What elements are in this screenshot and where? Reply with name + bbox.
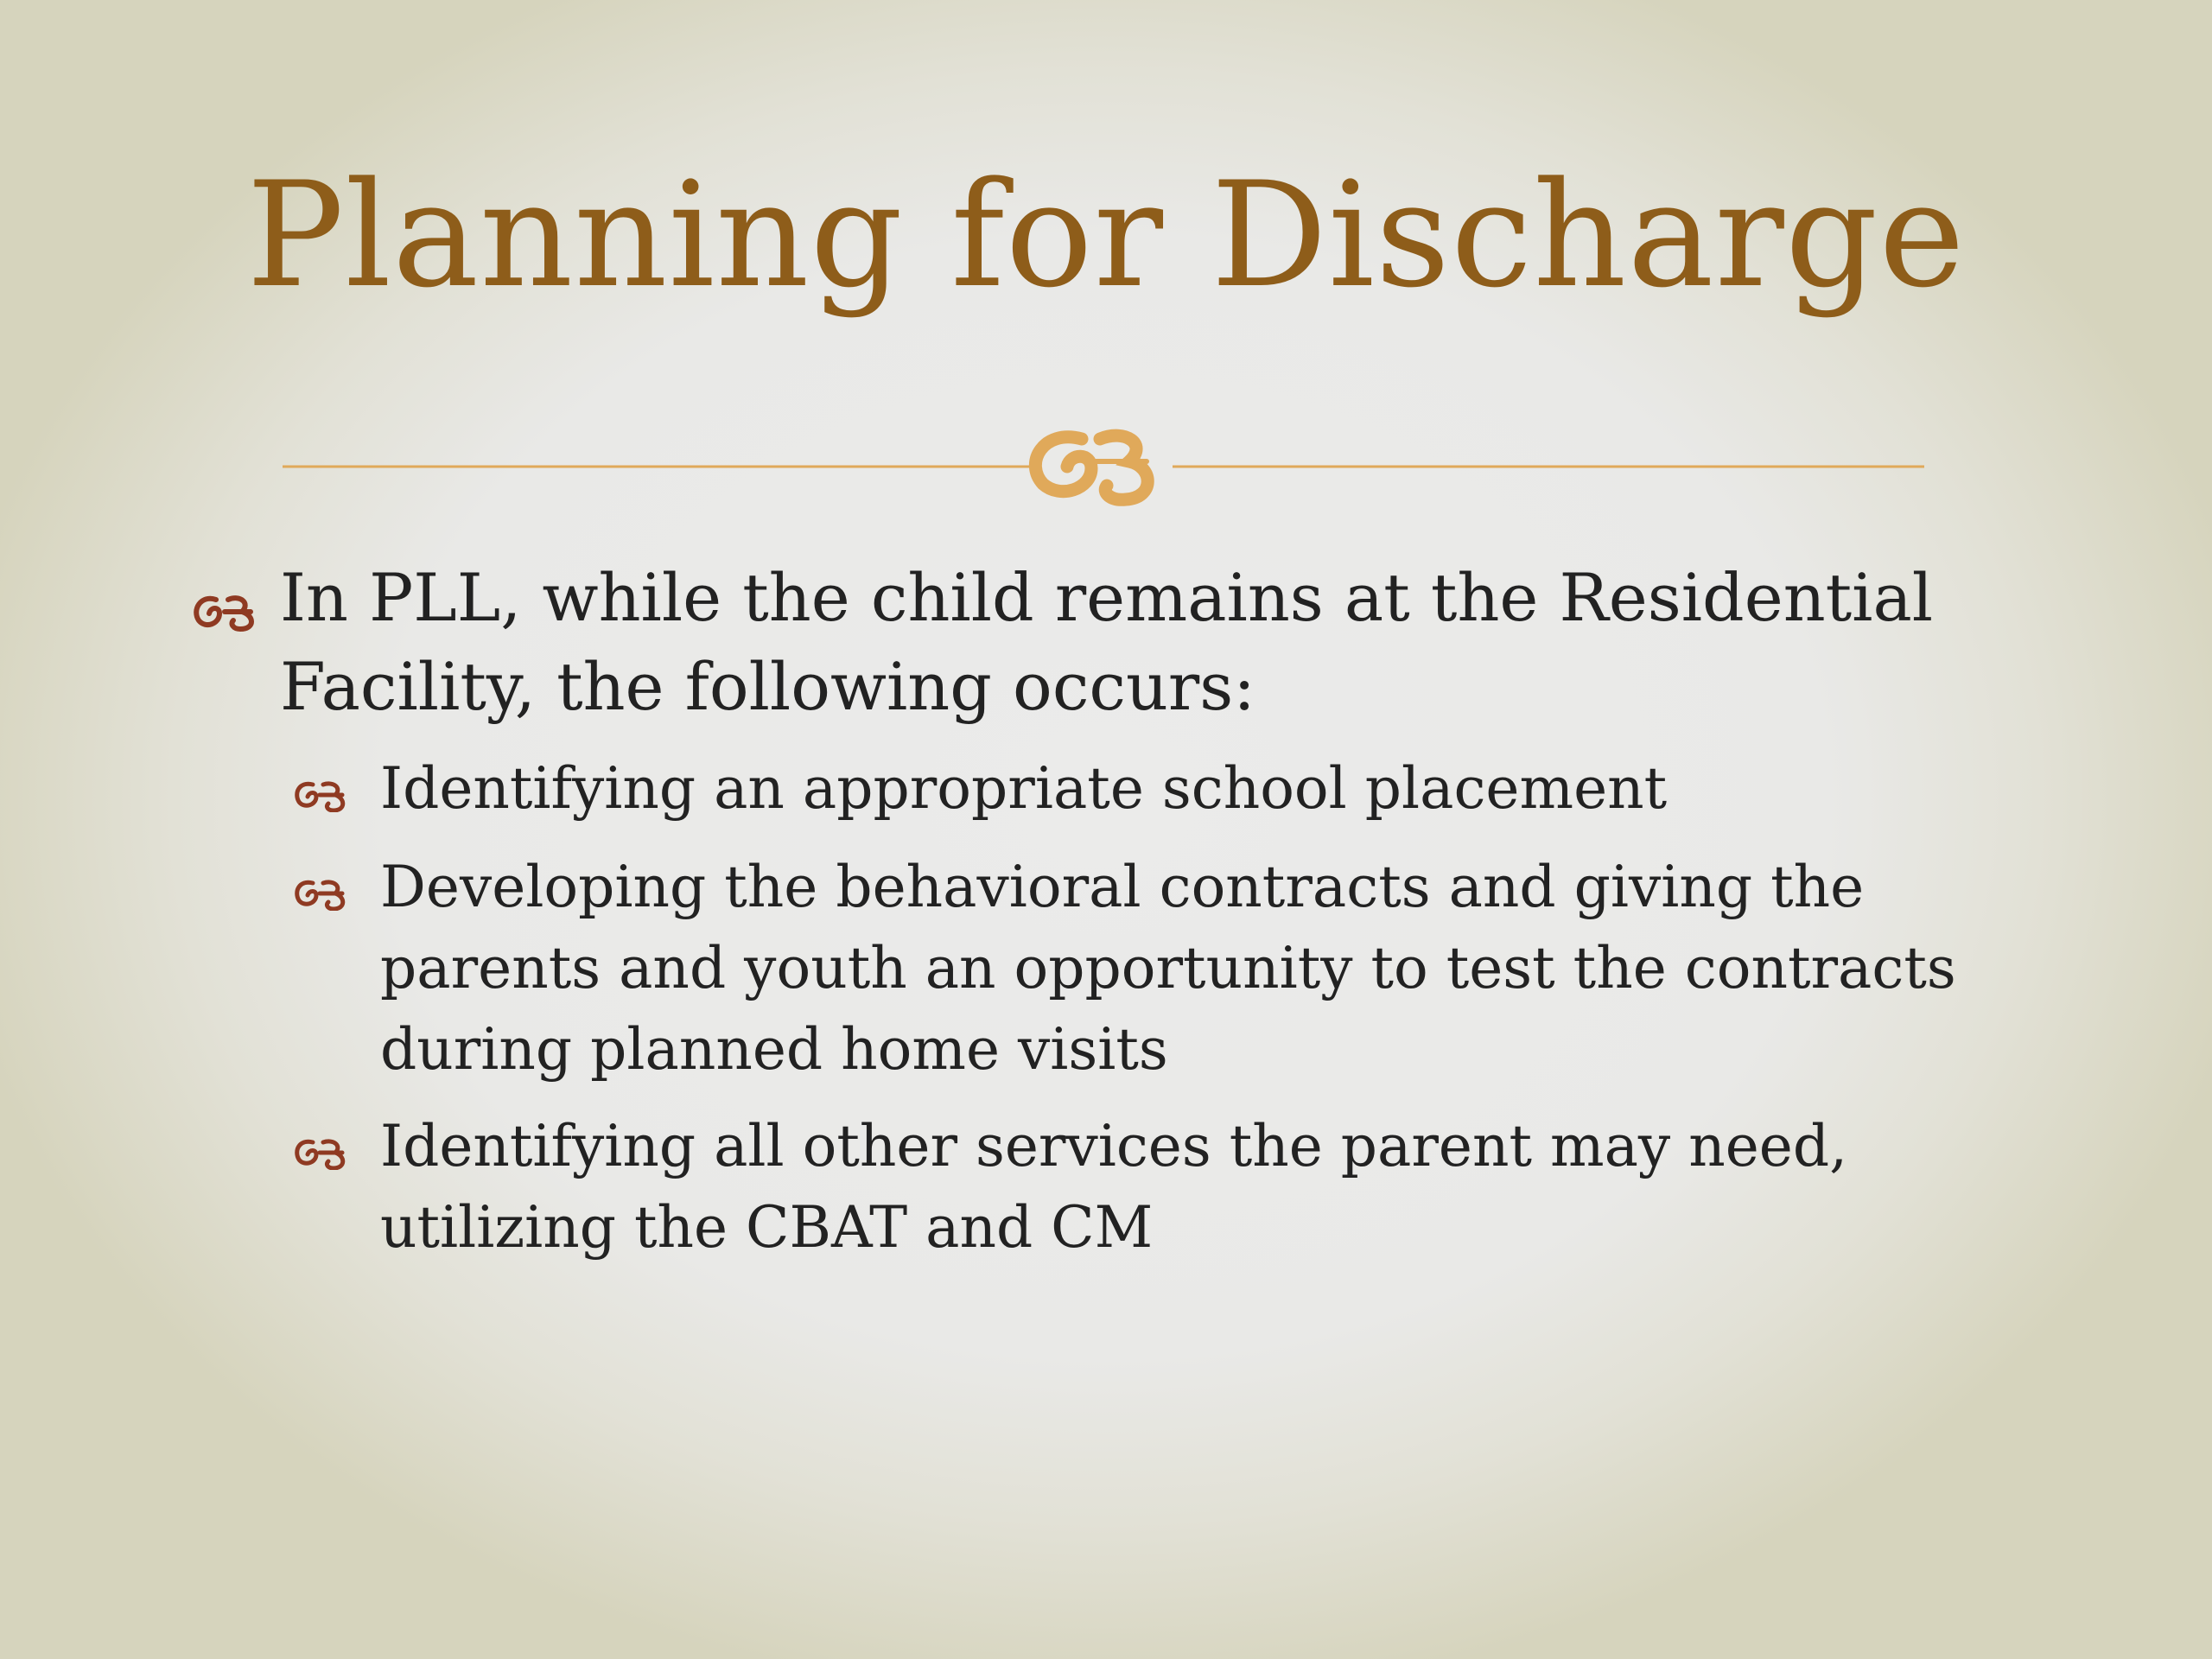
- swirl-bullet-icon: [292, 778, 353, 812]
- sub-bullet-text: Identifying all other services the parent may need, utilizing the CBAT and CM: [380, 1113, 1848, 1261]
- title-divider: [283, 420, 1924, 506]
- slide-title: Planning for Discharge: [246, 150, 1966, 320]
- swirl-bullet-icon: [292, 1135, 353, 1170]
- main-bullet-text: In PLL, while the child remains at the Residential Facility, the following occurs:: [280, 559, 1934, 725]
- swirl-bullet-icon: [292, 876, 353, 911]
- sub-bullet-text: Developing the behavioral contracts and giving the parents and youth an opportunity to test the contracts during planned home visits: [380, 854, 1956, 1083]
- sub-bullet-text: Identifying an appropriate school placement: [380, 755, 1668, 822]
- swirl-ornament-icon: [1035, 435, 1147, 499]
- swirl-bullet-icon: [190, 589, 264, 632]
